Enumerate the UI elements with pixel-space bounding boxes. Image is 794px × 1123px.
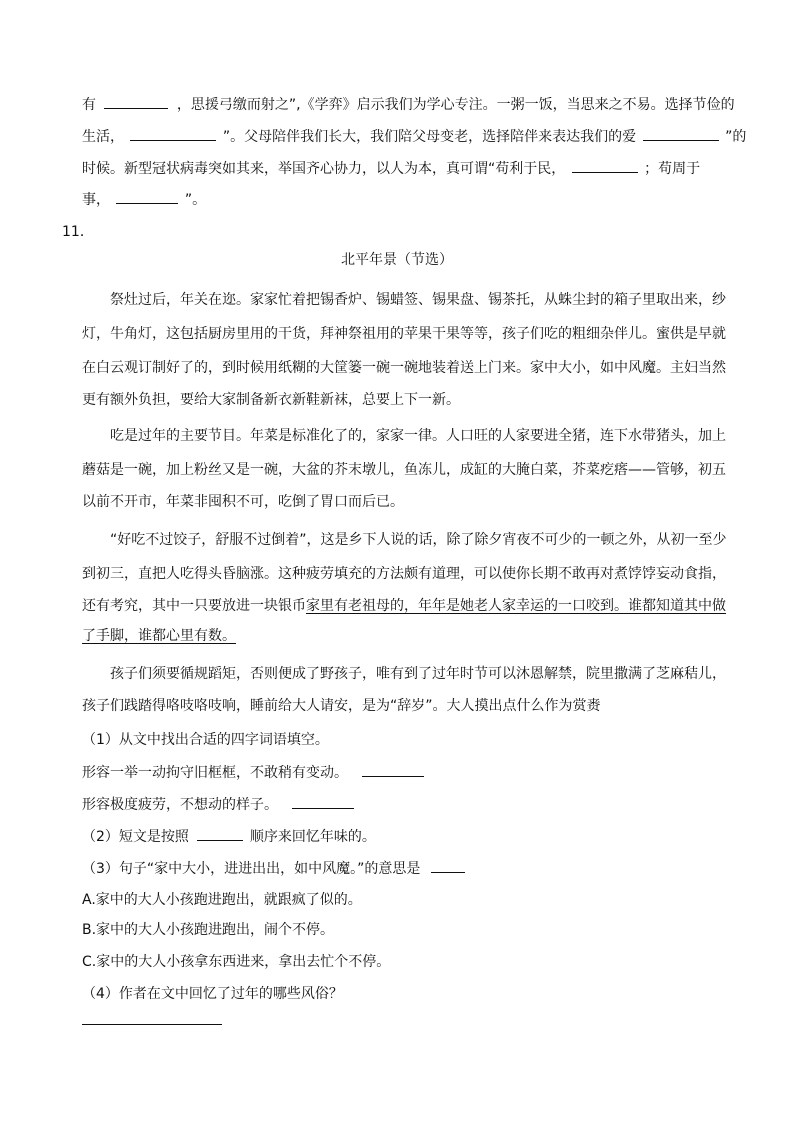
answer-blank[interactable] [104, 94, 168, 109]
paragraph-1-line: 在白云观订制好了的，到时候用纸糊的大筐篓一碗一碗地装着送上门来。家中大小，如中风魔。主妇当然 [82, 360, 726, 376]
sub-question-2: （2）短文是按照 顺序来回忆年味的。 [82, 826, 376, 847]
sub-question-1b: 形容极度疲劳，不想动的样子。 [82, 794, 354, 815]
paragraph-2-line: 以前不开市，年菜非囤积不可，吃倒了胃口而后已。 [82, 494, 404, 510]
option-a[interactable]: A.家中的大人小孩跑进跑出，就跟疯了似的。 [82, 892, 362, 908]
paragraph-2-line: 吃是过年的主要节目。年菜是标准化了的，家家一律。人口旺的人家要进全猪，连下水带猪头，加上 [110, 428, 726, 444]
answer-blank[interactable] [572, 158, 638, 173]
paragraph-3-line [82, 626, 236, 646]
paragraph-3-line: 还有考究，其中一只要放进一块银币家里有老祖母的，年年是她老人家幸运的一口咬到。谁都知道其中做 [82, 598, 726, 614]
paragraph-1-line: 祭灶过后，年关在迩。家家忙着把锡香炉、锡蜡签、锡果盘、锡茶托，从蛛尘封的箱子里取出来，纱 [110, 292, 726, 308]
sub-question-1-label: （1）从文中找出合适的四字词语填空。 [82, 732, 329, 748]
passage-title: 北平年景（节选） [341, 252, 453, 268]
fill-in-line-1: 有 ，思援弓缴而射之”,《学弈》启示我们为学心专注。一粥一饭，当思来之不易。选择节俭的 [82, 94, 735, 115]
answer-blank[interactable] [292, 794, 354, 809]
sub-question-4: （4）作者在文中回忆了过年的哪些风俗？ [82, 986, 343, 1002]
paragraph-3-line: “好吃不过饺子，舒服不过倒着”，这是乡下人说的话，除了除夕宵夜不可少的一顿之外，从初一至少 [110, 532, 727, 548]
fill-in-line-3: 时候。新型冠状病毒突如其来，举国齐心协力，以人为本，真可谓“苟利于民， ；苟周于 [82, 158, 700, 179]
paragraph-4-line: 孩子们须要循规蹈矩，否则便成了野孩子，唯有到了过年时节可以沐恩解禁，院里撒满了芝麻秸儿， [110, 666, 726, 682]
answer-blank[interactable] [362, 762, 424, 777]
option-b[interactable]: B.家中的大人小孩跑进跑出，闹个不停。 [82, 922, 335, 938]
paragraph-1-line: 更有额外负担，要给大家制备新衣新鞋新袜，总要上下一新。 [82, 392, 460, 408]
paragraph-2-line: 蘑菇是一碗，加上粉丝又是一碗，大盆的芥末墩儿，鱼冻儿，成缸的大腌白菜，芥菜疙瘩——管够，初五 [82, 462, 726, 478]
sub-question-1a: 形容一举一动拘守旧框框，不敢稍有变动。 [82, 762, 424, 783]
fill-in-line-4: 事， ”。 [82, 189, 206, 210]
sub-question-3: （3）句子“家中大小，进进出出，如中风魔。”的意思是 [82, 858, 465, 879]
answer-blank[interactable] [116, 189, 178, 204]
answer-line[interactable] [82, 1024, 222, 1025]
answer-blank[interactable] [197, 826, 243, 841]
answer-blank[interactable] [431, 858, 465, 873]
fill-in-line-2: 生活， ”。父母陪伴我们长大，我们陪父母变老，选择陪伴来表达我们的爱 ”的 [82, 126, 746, 147]
answer-blank[interactable] [130, 126, 216, 141]
paragraph-4-line: 孩子们践踏得咯吱咯吱响，睡前给大人请安，是为“辞岁”。大人摸出点什么作为赏赉 [82, 698, 601, 714]
underlined-sentence: 了手脚，谁都心里有数。 [82, 628, 236, 644]
paragraph-1-line: 灯，牛角灯，这包括厨房里用的干货，拜神祭祖用的苹果干果等等，孩子们吃的粗细杂伴儿。蜜供是早就 [82, 326, 726, 342]
underlined-sentence: 家里有老祖母的，年年是她老人家幸运的一口咬到。谁都知道其中做 [306, 598, 726, 614]
question-number: 11． [62, 224, 94, 240]
paragraph-3-line: 到初三，直把人吃得头昏脑涨。这种疲劳填充的方法颇有道理，可以使你长期不敢再对煮饽饽妄动食指， [82, 566, 726, 582]
option-c[interactable]: C.家中的大人小孩拿东西进来，拿出去忙个不停。 [82, 954, 391, 970]
answer-blank[interactable] [643, 126, 719, 141]
